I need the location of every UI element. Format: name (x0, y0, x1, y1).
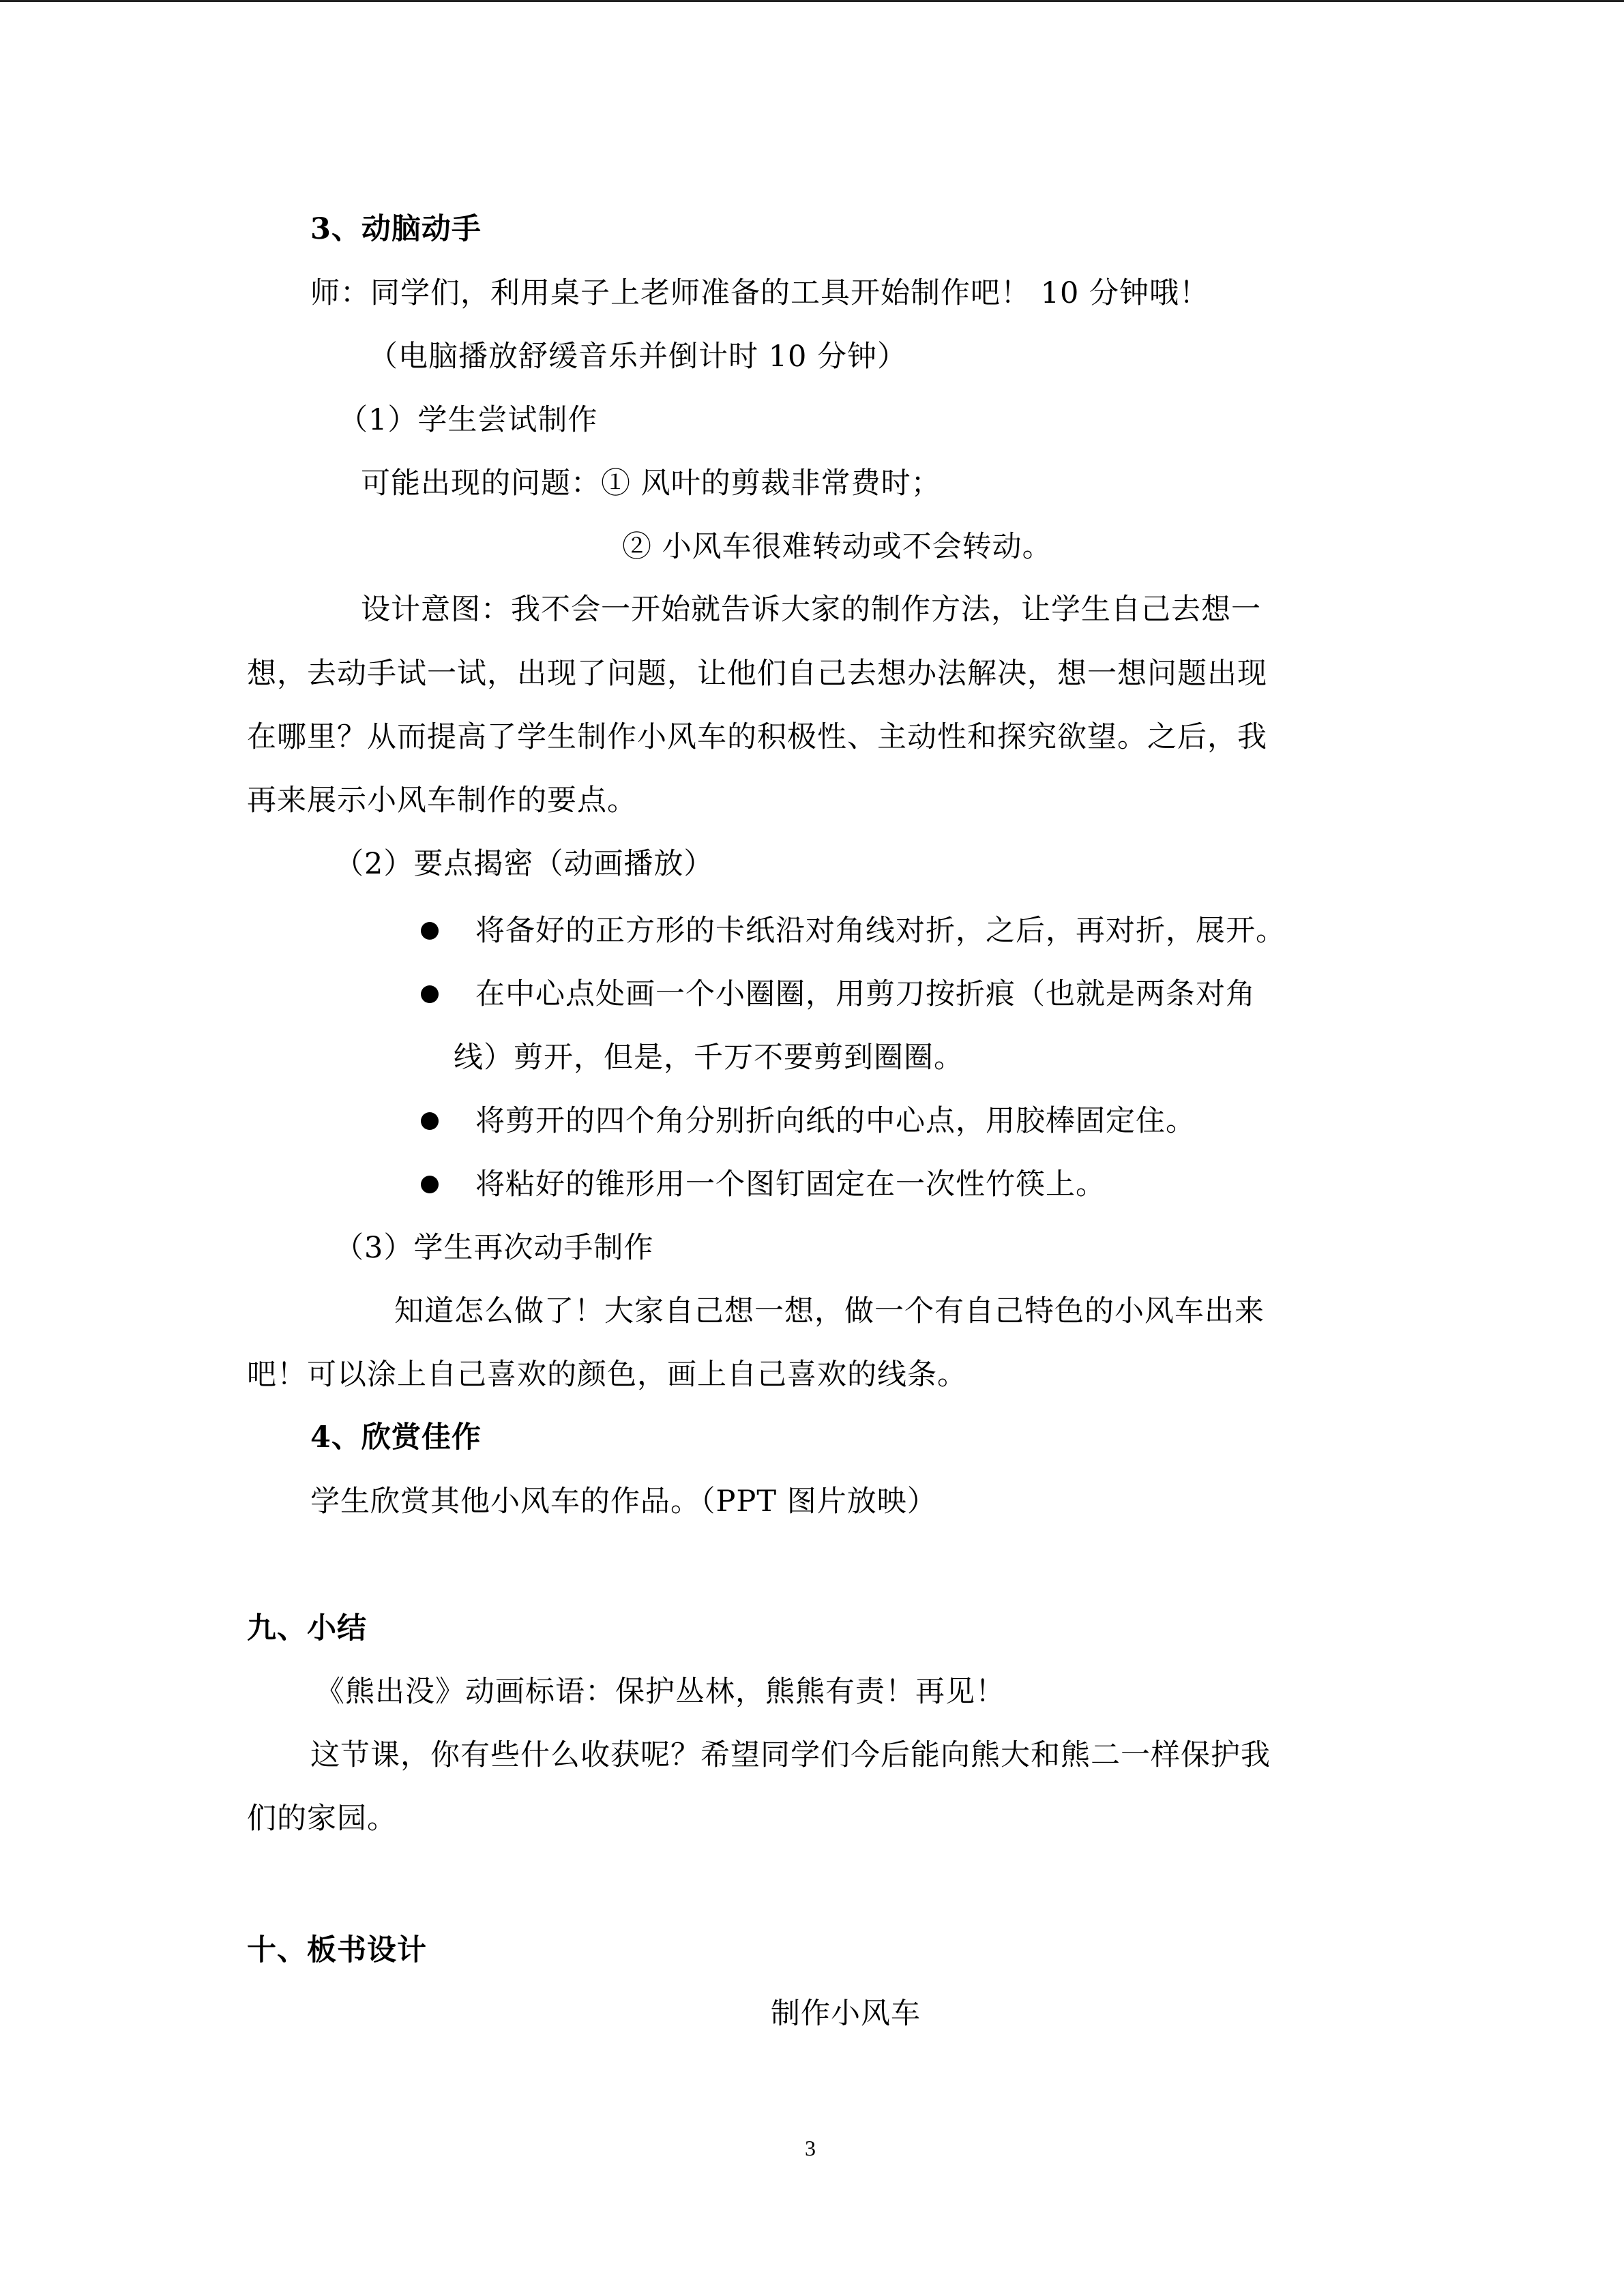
problems-label: 可能出现的问题：① 风叶的剪裁非常费时； (361, 466, 941, 501)
bullet-item: 在中心点处画一个小圈圈，用剪刀按折痕（也就是两条对角 (475, 977, 1256, 1011)
section-4-heading: 4、欣赏佳作 (310, 1420, 482, 1455)
design-intent-line: 设计意图：我不会一开始就告诉大家的制作方法，让学生自己去想一 (361, 593, 1261, 627)
bullet-icon (421, 922, 439, 940)
step-2-label: （2）要点揭密（动画播放） (334, 847, 714, 881)
teacher-line: 师：同学们，利用桌子上老师准备的工具开始制作吧！ 10 分钟哦！ (310, 276, 1210, 310)
section-9-heading: 九、小结 (247, 1611, 367, 1645)
problem-2: ② 小风车很难转动或不会转动。 (622, 530, 1052, 564)
step-3-text: 知道怎么做了！大家自己想一想，做一个有自己特色的小风车出来 (394, 1294, 1265, 1328)
bullet-item: 将备好的正方形的卡纸沿对角线对折，之后，再对折，展开。 (475, 914, 1286, 948)
music-note: （电脑播放舒缓音乐并倒计时 10 分钟） (368, 340, 908, 374)
design-intent-line: 想，去动手试一试，出现了问题，让他们自己去想办法解决，想一想问题出现 (247, 657, 1267, 691)
bullet-item: 将粘好的锥形用一个图钉固定在一次性竹筷上。 (475, 1167, 1106, 1202)
page-number: 3 (805, 2136, 816, 2160)
summary-line: 这节课，你有些什么收获呢？希望同学们今后能向熊大和熊二一样保护我 (310, 1738, 1271, 1772)
bullet-icon (421, 985, 439, 1003)
bullet-item: 将剪开的四个角分别折向纸的中心点，用胶棒固定住。 (475, 1104, 1196, 1138)
step-3-label: （3）学生再次动手制作 (334, 1231, 654, 1265)
section-10-heading: 十、板书设计 (247, 1933, 427, 1967)
step-1-label: （1）学生尝试制作 (338, 403, 598, 437)
page-top-border (0, 0, 1624, 2)
summary-line: 们的家园。 (247, 1802, 397, 1836)
bullet-icon (421, 1176, 439, 1193)
design-intent-line: 再来展示小风车制作的要点。 (247, 784, 637, 818)
design-intent-line: 在哪里？从而提高了学生制作小风车的积极性、主动性和探究欲望。之后，我 (247, 720, 1267, 754)
step-3-text: 吧！可以涂上自己喜欢的颜色，画上自己喜欢的线条。 (247, 1358, 967, 1392)
section-3-heading: 3、动脑动手 (310, 212, 482, 246)
slogan-line: 《熊出没》动画标语：保护丛林，熊熊有责！再见！ (315, 1675, 1005, 1709)
section-4-text: 学生欣赏其他小风车的作品。（PPT 图片放映） (310, 1485, 937, 1519)
bullet-item-continued: 线）剪开，但是，千万不要剪到圈圈。 (454, 1041, 964, 1075)
bullet-icon (421, 1112, 439, 1130)
board-title: 制作小风车 (771, 1997, 921, 2031)
